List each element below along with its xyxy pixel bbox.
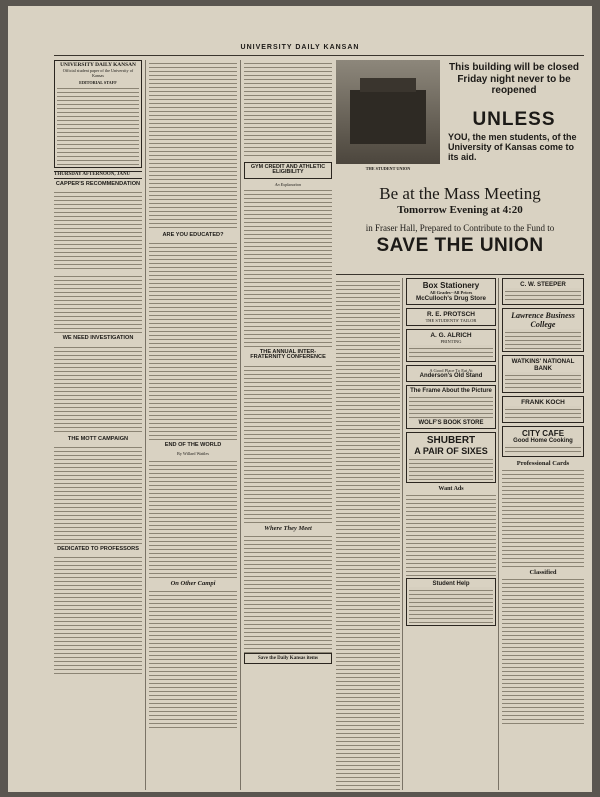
shubert-ad bbox=[406, 432, 496, 483]
article-continued-text bbox=[149, 60, 237, 230]
headline-professors: DEDICATED TO PROFESSORS bbox=[57, 546, 139, 553]
column-1 bbox=[54, 60, 142, 790]
protsch-ad bbox=[406, 308, 496, 326]
anderson-line-1: A Good Place To Eat At bbox=[429, 367, 473, 373]
article-text-block bbox=[54, 273, 142, 333]
watkins-text bbox=[505, 372, 581, 390]
ads-column-middle bbox=[406, 278, 496, 790]
mass-meeting-line-1: Be at the Mass Meeting bbox=[379, 184, 541, 203]
pair-of-sixes: A PAIR OF SIXES bbox=[414, 445, 488, 456]
mass-meeting-line-3: in Fraser Hall, Prepared to Contribute to the Fund to bbox=[365, 223, 555, 233]
all-grades-text: All Grades--All Prices bbox=[429, 290, 473, 295]
ads-divider bbox=[336, 274, 584, 275]
anderson-ad bbox=[406, 365, 496, 382]
frank-koch-title: FRANK KOCH bbox=[521, 399, 565, 406]
article-other-campi-text bbox=[149, 588, 237, 728]
save-the-union: SAVE THE UNION bbox=[376, 235, 544, 256]
subheadline-explanation: An Explanation bbox=[274, 181, 302, 187]
mass-meeting-ad bbox=[336, 178, 584, 270]
building-silhouette bbox=[350, 90, 426, 144]
ads-column-right bbox=[502, 278, 584, 790]
want-ads-text bbox=[406, 492, 496, 578]
business-college-ad bbox=[502, 308, 584, 352]
printing-subtitle: PRINTING bbox=[440, 339, 462, 345]
masthead-box bbox=[54, 60, 142, 168]
column-separator bbox=[145, 60, 146, 790]
watkins-title: WATKINS' NATIONAL BANK bbox=[511, 358, 575, 372]
student-help-ad bbox=[406, 578, 496, 626]
article-mott-text bbox=[54, 444, 142, 544]
masthead: UNIVERSITY DAILY KANSAN bbox=[240, 44, 360, 51]
good-home-cooking: Good Home Cooking bbox=[513, 438, 573, 444]
student-help-text bbox=[409, 587, 493, 623]
anderson-line-2: Anderson's Old Stand bbox=[419, 372, 483, 379]
staff-listing bbox=[57, 85, 139, 165]
frame-title: The Frame About the Picture bbox=[410, 387, 492, 394]
newspaper-page bbox=[8, 6, 592, 792]
printing-text bbox=[409, 345, 493, 359]
watkins-bank-ad bbox=[502, 355, 584, 393]
protsch-title: R. E. PROTSCH bbox=[426, 311, 476, 319]
frank-koch-ad bbox=[502, 396, 584, 423]
headline-where-they-meet: Where They Meet bbox=[264, 524, 312, 532]
frame-ad bbox=[406, 385, 496, 429]
article-inter-fraternity-text bbox=[244, 363, 332, 523]
headline-inter-fraternity: THE ANNUAL INTER-FRATERNITY CONFERENCE bbox=[250, 348, 326, 361]
student-help-title: Student Help bbox=[432, 580, 470, 587]
column-2 bbox=[149, 60, 237, 790]
staff-label: EDITORIAL STAFF bbox=[79, 80, 117, 86]
classified-text bbox=[502, 576, 584, 726]
headline-gym-credit: GYM CREDIT AND ATHLETIC ELIGIBILITY bbox=[250, 164, 326, 176]
shubert-title: SHUBERT bbox=[426, 434, 476, 446]
wolf-book-store: WOLF'S BOOK STORE bbox=[418, 419, 484, 426]
city-cafe-title: CITY CAFE bbox=[521, 429, 565, 438]
masthead-box-subtitle: Official student paper of the University of Kansas bbox=[62, 68, 134, 79]
article-gym-credit-text bbox=[244, 187, 332, 347]
steeper-text bbox=[505, 288, 581, 302]
signoff-box: Save the Daily Kansas items bbox=[244, 653, 332, 664]
professional-cards-text bbox=[502, 467, 584, 567]
steeper-ad bbox=[502, 278, 584, 305]
unless-text: YOU, the men students, of the University of Kansas come to its aid. bbox=[448, 132, 577, 162]
want-ads-heading: Want Ads bbox=[438, 485, 464, 492]
article-educated-text bbox=[149, 240, 237, 440]
city-cafe-ad bbox=[502, 426, 584, 457]
box-stationery-ad bbox=[406, 278, 496, 305]
where-they-meet-text bbox=[244, 533, 332, 653]
unless-word: UNLESS bbox=[472, 109, 556, 130]
column-3 bbox=[244, 60, 332, 790]
box-stationery-title: Box Stationery bbox=[422, 281, 480, 290]
headline-educated: ARE YOU EDUCATED? bbox=[162, 232, 224, 238]
masthead-box-title: UNIVERSITY DAILY KANSAN bbox=[60, 62, 136, 68]
article-investigation-text bbox=[54, 344, 142, 434]
printing-ad bbox=[406, 329, 496, 361]
column-separator bbox=[498, 278, 499, 790]
headline-other-campi: On Other Campi bbox=[170, 579, 216, 587]
shubert-text bbox=[409, 456, 493, 480]
printing-title: A. G. ALRICH bbox=[430, 332, 472, 340]
steeper-title: C. W. STEEPER bbox=[520, 281, 566, 288]
classified-listings bbox=[336, 278, 400, 790]
article-professors-text bbox=[54, 554, 142, 674]
student-union-ad bbox=[336, 60, 584, 176]
business-college-title: Lawrence Business College bbox=[511, 311, 575, 329]
article-union-text bbox=[244, 60, 332, 158]
roof-silhouette bbox=[360, 78, 416, 92]
protsch-subtitle: THE STUDENTS' TAILOR bbox=[425, 318, 477, 324]
closing-notice: This building will be closed Friday night never to be reopened bbox=[448, 62, 579, 96]
frame-text bbox=[409, 394, 493, 420]
headline-mott: THE MOTT CAMPAIGN bbox=[67, 435, 129, 442]
mass-meeting-line-2: Tomorrow Evening at 4:20 bbox=[397, 204, 523, 216]
mcculloch-text: McCulloch's Drug Store bbox=[416, 295, 486, 303]
headline-end-of-world: END OF THE WORLD bbox=[164, 442, 222, 449]
column-separator bbox=[240, 60, 241, 790]
column-separator bbox=[402, 278, 403, 790]
city-cafe-text bbox=[505, 444, 581, 454]
classified-column bbox=[336, 278, 400, 790]
professional-cards-heading: Professional Cards bbox=[516, 460, 570, 467]
business-college-text bbox=[505, 329, 581, 349]
photo-caption: THE STUDENT UNION bbox=[365, 166, 411, 171]
headline-investigation: WE NEED INVESTIGATION bbox=[62, 335, 134, 342]
byline-wattles: By Willard Wattles bbox=[177, 450, 209, 456]
headline-capper: CAPPER'S RECOMMENDATION bbox=[55, 180, 141, 187]
student-union-photo bbox=[336, 60, 440, 164]
frank-koch-text bbox=[505, 406, 581, 420]
poem-text bbox=[149, 458, 237, 578]
date-line: THURSDAY AFTERNOON, JANU bbox=[54, 171, 142, 178]
article-capper-text bbox=[54, 189, 142, 269]
classified-heading: Classified bbox=[529, 569, 557, 576]
gym-credit-headline-box bbox=[244, 162, 332, 179]
masthead-rule bbox=[54, 55, 584, 56]
